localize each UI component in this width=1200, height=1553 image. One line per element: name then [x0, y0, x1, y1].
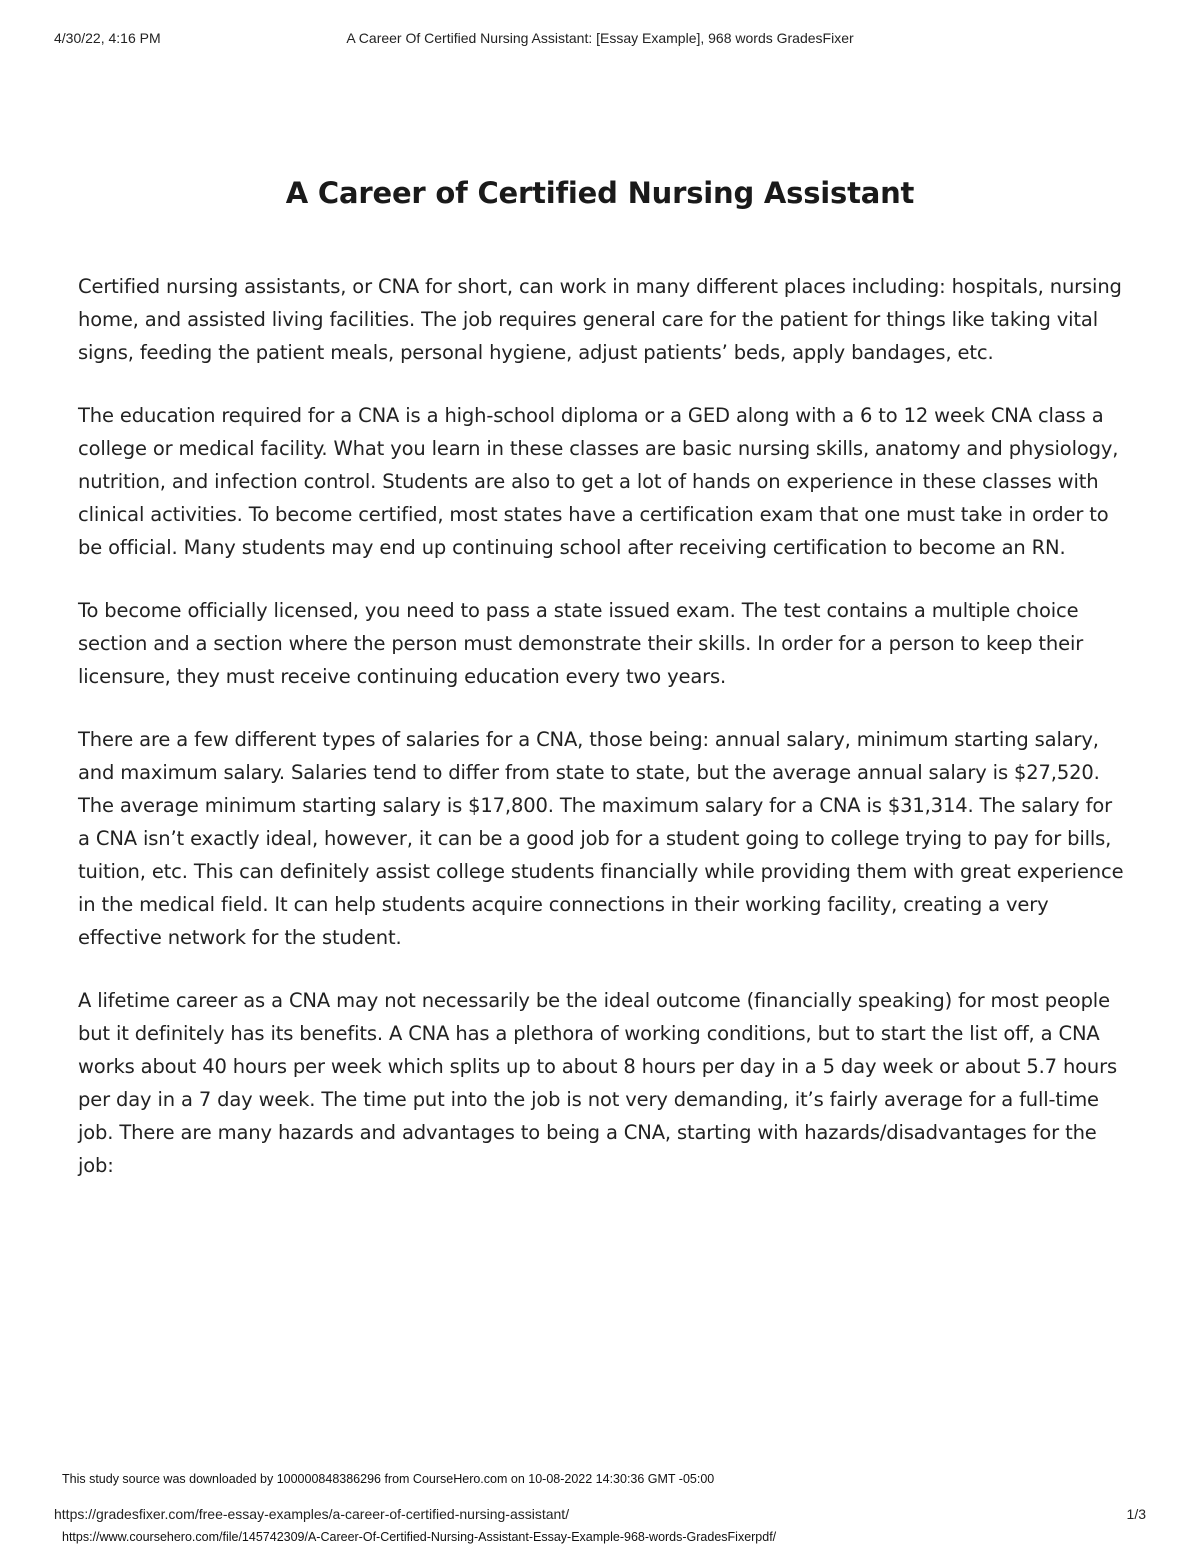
source-url[interactable]: https://www.coursehero.com/file/145742309/A-Career-Of-Certified-Nursing-Assistant-Essay-Example-968-words-GradesFixerpdf/ [62, 1530, 777, 1544]
paragraph-education: The education required for a CNA is a high-school diploma or a GED along with a 6 to 12 week CNA class a college or medical facility. What you learn in these classes are basic nursing skills, anatomy and physiology, nutrition, and infection control. Students are also to get a lot of hands on experience in these classes with clinical activities. To become certified, most states have a certification exam that one must take in order to be official. Many students may end up continuing school after receiving certification to become an RN. [78, 404, 1119, 559]
print-date: 4/30/22, 4:16 PM [54, 30, 161, 46]
print-header [0, 30, 1200, 50]
article-body [78, 270, 1128, 1212]
source-download-note: This study source was downloaded by 100000848386296 from CourseHero.com on 10-08-2022 14:30:36 GMT -05:00 [62, 1472, 715, 1486]
print-footer [0, 1506, 1200, 1526]
print-document-title: A Career Of Certified Nursing Assistant: [Essay Example], 968 words GradesFixer [346, 30, 854, 46]
page-number: 1/3 [1126, 1506, 1146, 1522]
page-url[interactable]: https://gradesfixer.com/free-essay-examples/a-career-of-certified-nursing-assistant/ [54, 1506, 570, 1522]
article-title: A Career of Certified Nursing Assistant [285, 176, 915, 210]
paragraph-salary: There are a few different types of salaries for a CNA, those being: annual salary, minimum starting salary, and maximum salary. Salaries tend to differ from state to state, but the average annual salary is $27,520. The average minimum starting salary is $17,800. The maximum salary for a CNA is $31,314. The salary for a CNA isn’t exactly ideal, however, it can be a good job for a student going to college trying to pay for bills, tuition, etc. This can definitely assist college students financially while providing them with great experience in the medical field. It can help students acquire connections in their working facility, creating a very effective network for the student. [78, 728, 1124, 949]
paragraph-working-conditions: A lifetime career as a CNA may not necessarily be the ideal outcome (financially speaking) for most people but it definitely has its benefits. A CNA has a plethora of working conditions, but to start the list off, a CNA works about 40 hours per week which splits up to about 8 hours per day in a 5 day week or about 5.7 hours per day in a 7 day week. The time put into the job is not very demanding, it’s fairly average for a full-time job. There are many hazards and advantages to being a CNA, starting with hazards/disadvantages for the job: [78, 989, 1118, 1177]
paragraph-licensing: To become officially licensed, you need to pass a state issued exam. The test contains a multiple choice section and a section where the person must demonstrate their skills. In order for a person to keep their licensure, they must receive continuing education every two years. [78, 599, 1084, 688]
paragraph-overview: Certified nursing assistants, or CNA for short, can work in many different places including: hospitals, nursing home, and assisted living facilities. The job requires general care for the patient for things like taking vital signs, feeding the patient meals, personal hygiene, adjust patients’ beds, apply bandages, etc. [78, 275, 1122, 364]
